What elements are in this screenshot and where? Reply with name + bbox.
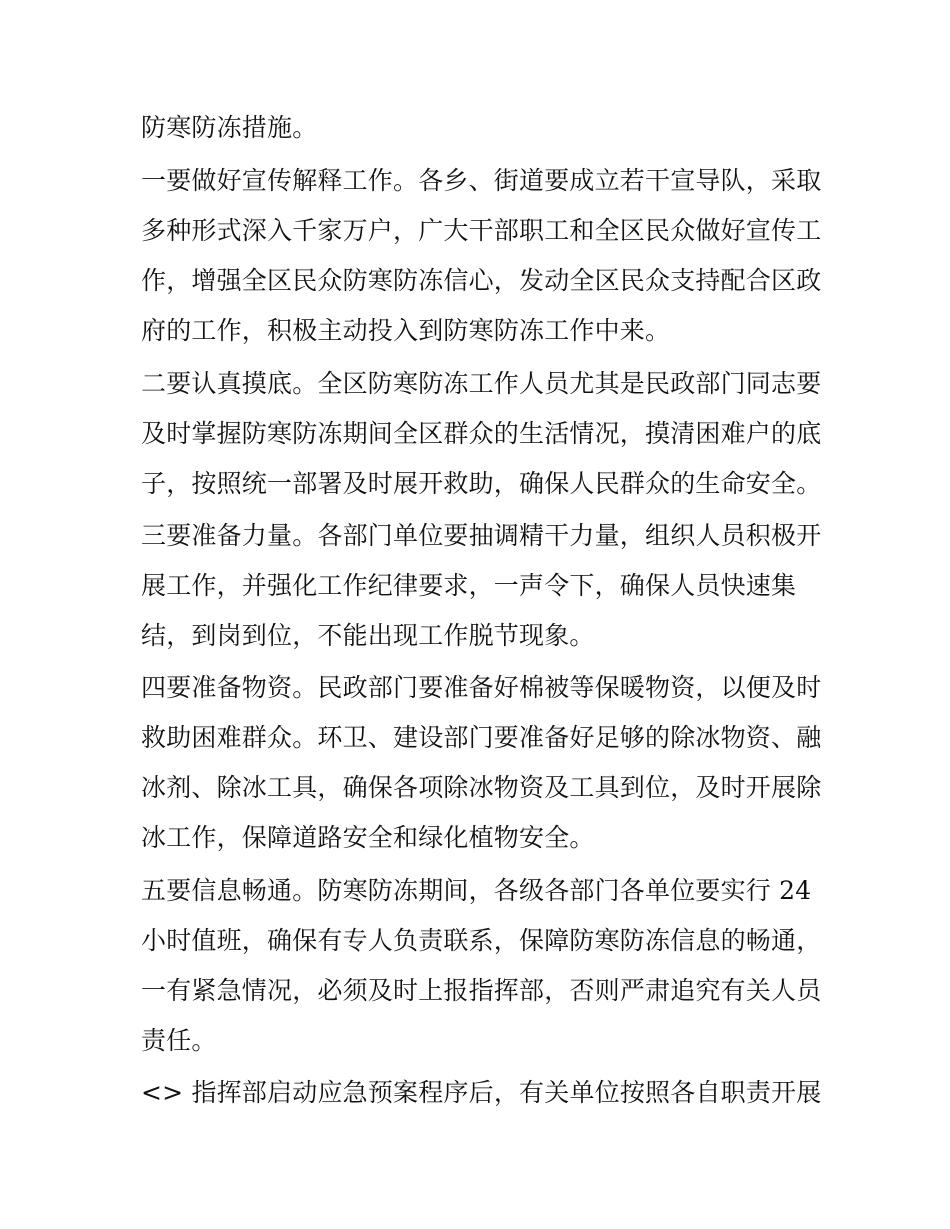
text-line: 五要信息畅通。防寒防冻期间，各级各部门各单位要实行 24 [141,876,812,905]
text-line: 责任。 [141,1026,217,1055]
text-line: 一要做好宣传解释工作。各乡、街道要成立若干宣导队，采取 [141,166,822,195]
text-line: 二要认真摸底。全区防寒防冻工作人员尤其是民政部门同志要 [141,369,822,398]
text-line: 小时值班，确保有专人负责联系，保障防寒防冻信息的畅通， [141,926,822,955]
text-line: 展工作，并强化工作纪律要求，一声令下，确保人员快速集 [141,571,797,600]
text-line: 防寒防冻措施。 [141,113,318,142]
text-line: 冰工作，保障道路安全和绿化植物安全。 [141,823,595,852]
text-line: 救助困难群众。环卫、建设部门要准备好足够的除冰物资、融 [141,723,822,752]
text-line: 冰剂、除冰工具，确保各项除冰物资及工具到位，及时开展除 [141,773,822,802]
text-line: 一有紧急情况，必须及时上报指挥部，否则严肃追究有关人员 [141,976,822,1005]
text-line: <> 指挥部启动应急预案程序后，有关单位按照各自职责开展 [141,1078,822,1107]
text-line: 结，到岗到位，不能出现工作脱节现象。 [141,621,595,650]
text-line: 子，按照统一部署及时展开救助，确保人民群众的生命安全。 [141,469,822,498]
text-line: 多种形式深入千家万户，广大干部职工和全区民众做好宣传工 [141,216,822,245]
text-line: 三要准备力量。各部门单位要抽调精干力量，组织人员积极开 [141,521,822,550]
text-line: 作，增强全区民众防寒防冻信心，发动全区民众支持配合区政 [141,266,822,295]
text-line: 及时掌握防寒防冻期间全区群众的生活情况，摸清困难户的底 [141,419,822,448]
text-line: 府的工作，积极主动投入到防寒防冻工作中来。 [141,316,671,345]
text-line: 四要准备物资。民政部门要准备好棉被等保暖物资，以便及时 [141,673,822,702]
